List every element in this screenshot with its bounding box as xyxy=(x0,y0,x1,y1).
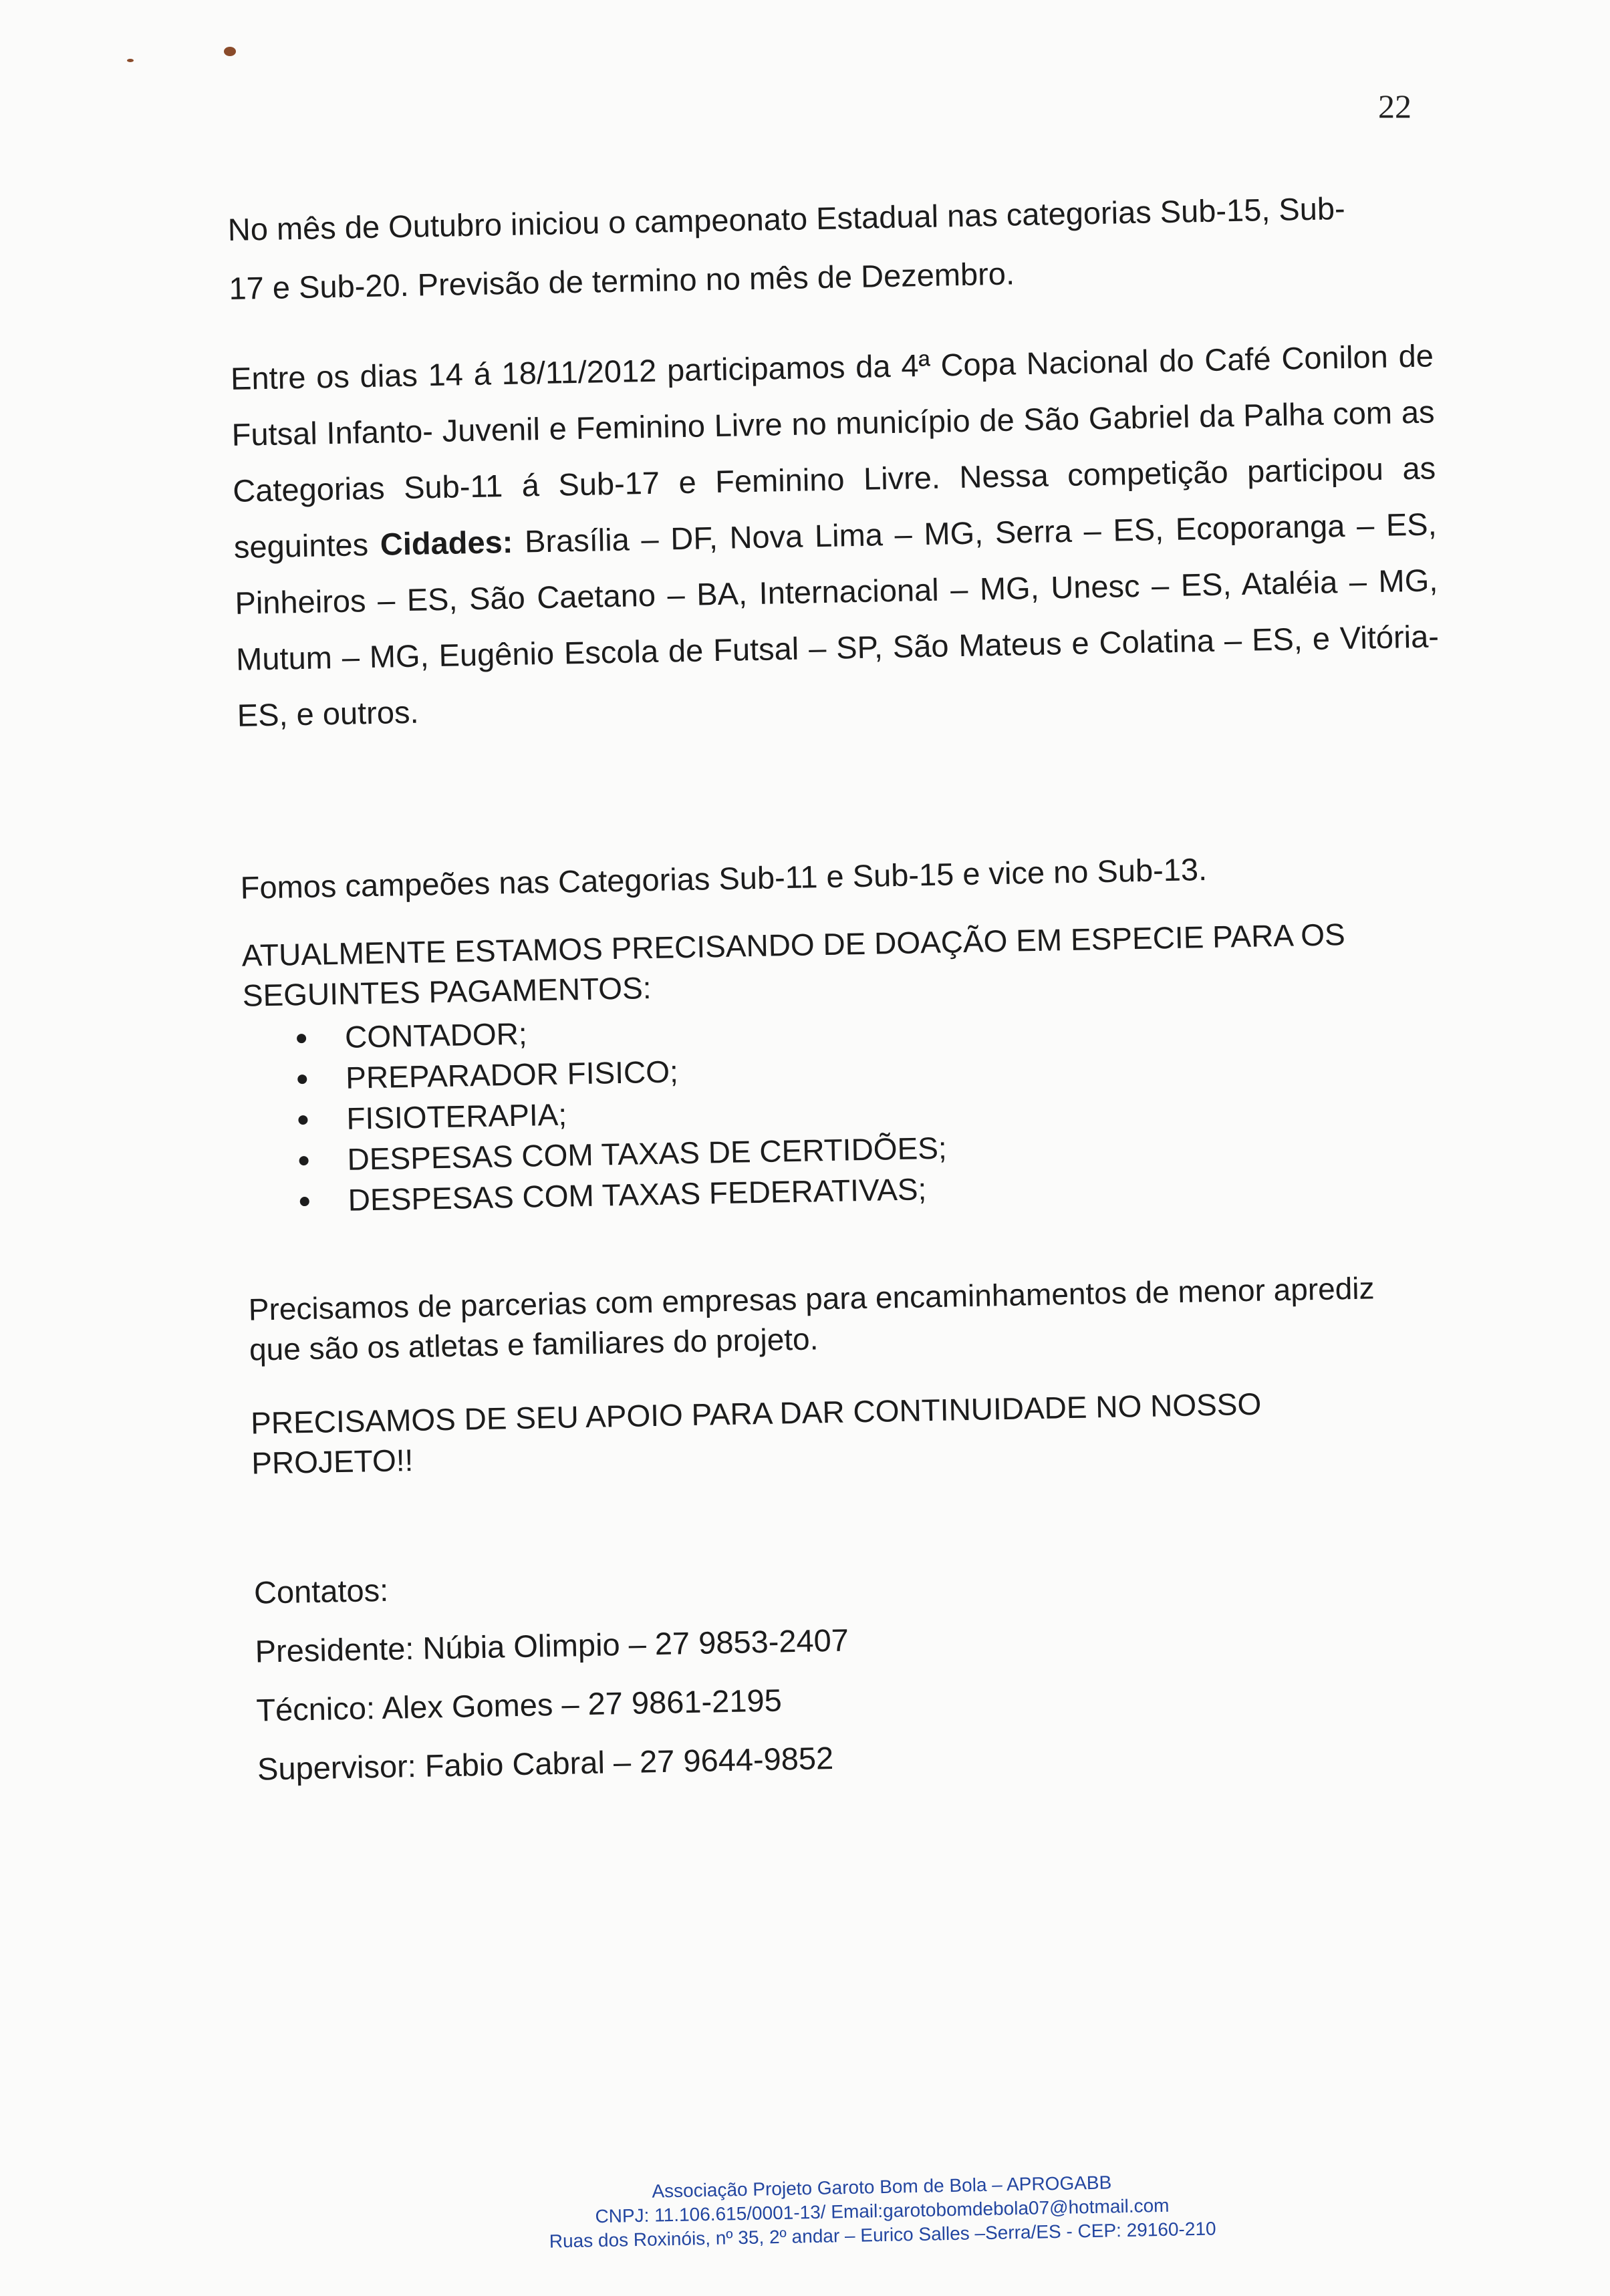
footer-org-name: Associação Projeto Garoto Bom de Bola – APROGABB xyxy=(652,2172,1112,2202)
list-item-label: FISIOTERAPIA; xyxy=(346,1097,567,1136)
payments-list xyxy=(297,1006,948,1222)
cidades-label: Cidades: xyxy=(380,523,513,562)
bullet-icon xyxy=(297,1033,306,1042)
paragraph-copa-cities: Brasília – DF, Nova Lima – MG, Serra – ES, Ecoporanga – ES, Pinheiros – ES, São Caetano – BA, Internacional – MG, Unesc – ES, Ataléia – MG, Mutum – MG, Eugênio Escola de Futsal – SP, São Mateus e Colatina – ES, e Vitória-ES, e outros. xyxy=(235,506,1440,733)
paragraph-copa-text: Entre os dias 14 á 18/11/2012 participamos da 4ª Copa Nacional do Café Conilon de Futsal Infanto- Juvenil e Feminino Livre no município de São Gabriel da Palha com as Categorias Sub-11 á Sub-17 e Feminino Livre. Nessa competição participou as seguintes xyxy=(230,337,1436,565)
list-item-label: PREPARADOR FISICO; xyxy=(345,1054,679,1095)
paragraph-championship: No mês de Outubro iniciou o campeonato Estadual nas categorias Sub-15, Sub-17 e Sub-20. Previsão de termino no mês de Dezembro. xyxy=(227,190,1346,306)
bullet-icon xyxy=(298,1115,307,1124)
document-body xyxy=(227,177,1440,1787)
paragraph-partnerships: Precisamos de parcerias com empresas para encaminhamentos de menor aprediz que são os atletas e familiares do projeto. xyxy=(248,1270,1375,1367)
contact-supervisor: Supervisor: Fabio Cabral – 27 9644-9852 xyxy=(257,1740,834,1787)
bullet-icon xyxy=(300,1196,309,1205)
scan-stain xyxy=(224,47,236,56)
page-number: 22 xyxy=(1378,88,1412,125)
list-item-label: DESPESAS COM TAXAS FEDERATIVAS; xyxy=(348,1171,927,1217)
footer-cnpj-email: CNPJ: 11.106.615/0001-13/ Email:garotobomdebola07@hotmail.com xyxy=(595,2194,1170,2227)
paragraph-results: Fomos campeões nas Categorias Sub-11 e Sub-15 e vice no Sub-13. xyxy=(240,851,1208,905)
contacts-section xyxy=(253,1542,1389,1787)
paragraph-copa xyxy=(230,327,1440,743)
footer-address: Ruas dos Roxinóis, nº 35, 2º andar – Eurico Salles –Serra/ES - CEP: 29160-210 xyxy=(549,2218,1216,2252)
contact-coach: Técnico: Alex Gomes – 27 9861-2195 xyxy=(255,1682,783,1728)
list-item-label: DESPESAS COM TAXAS DE CERTIDÕES; xyxy=(347,1130,948,1177)
donation-heading: ATUALMENTE ESTAMOS PRECISANDO DE DOAÇÃO EM ESPECIE PARA OS SEGUINTES PAGAMENTOS: xyxy=(241,917,1346,1013)
contacts-title: Contatos: xyxy=(253,1572,389,1610)
list-item-label: CONTADOR; xyxy=(344,1016,528,1054)
support-callout: PRECISAMOS DE SEU APOIO PARA DAR CONTINUIDADE NO NOSSO PROJETO!! xyxy=(250,1386,1262,1481)
scan-stain xyxy=(127,59,134,62)
contact-president: Presidente: Núbia Olimpio – 27 9853-2407 xyxy=(255,1622,849,1669)
bullet-icon xyxy=(299,1155,308,1165)
footer xyxy=(507,2168,1257,2254)
bullet-icon xyxy=(297,1074,307,1083)
